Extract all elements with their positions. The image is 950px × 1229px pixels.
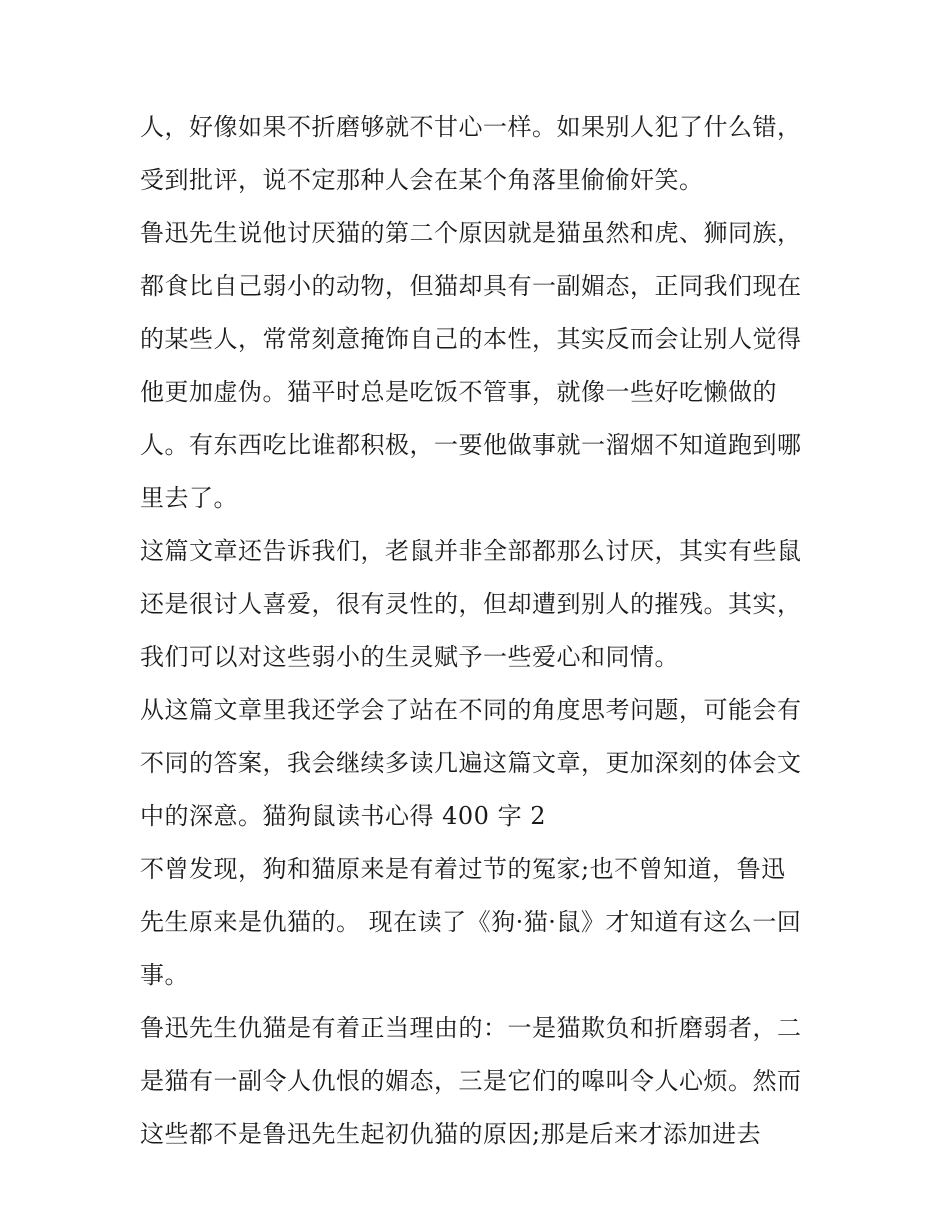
text-line: 受到批评，说不定那种人会在某个角落里偷偷奸笑。 [140, 166, 704, 194]
text-line: 还是很讨人喜爱，很有灵性的，但却遭到别人的摧残。其实， [140, 590, 802, 618]
paragraph-start-line: 鲁迅先生仇猫是有着正当理由的：一是猫欺负和折磨弱者，二 [140, 1014, 802, 1042]
paragraph-start-line: 不曾发现，狗和猫原来是有着过节的冤家;也不曾知道，鲁迅 [140, 855, 786, 883]
text-line: 是猫有一副令人仇恨的媚态，三是它们的嗥叫令人心烦。然而 [140, 1067, 802, 1095]
text-line: 的某些人，常常刻意掩饰自己的本性，其实反而会让别人觉得 [140, 325, 802, 353]
text-line: 我们可以对这些弱小的生灵赋予一些爱心和同情。 [140, 643, 679, 671]
text-line: 先生原来是仇猫的。 现在读了《狗·猫·鼠》才知道有这么一回 [140, 908, 802, 936]
text-line: 这些都不是鲁迅先生起初仇猫的原因;那是后来才添加进去 [140, 1120, 762, 1148]
text-line: 人，好像如果不折磨够就不甘心一样。如果别人犯了什么错， [140, 113, 802, 141]
text-line: 人。有东西吃比谁都积极，一要他做事就一溜烟不知道跑到哪 [140, 431, 802, 459]
text-line: 里去了。 [140, 484, 238, 512]
paragraph-start-line: 从这篇文章里我还学会了站在不同的角度思考问题，可能会有 [140, 696, 802, 724]
paragraph-start-line: 这篇文章还告诉我们，老鼠并非全部都那么讨厌，其实有些鼠 [140, 537, 802, 565]
text-line: 都食比自己弱小的动物，但猫却具有一副媚态，正同我们现在 [140, 272, 802, 300]
text-line: 不同的答案，我会继续多读几遍这篇文章，更加深刻的体会文 [140, 749, 802, 777]
paragraph-start-line: 鲁迅先生说他讨厌猫的第二个原因就是猫虽然和虎、狮同族， [140, 219, 802, 247]
text-line: 事。 [140, 961, 189, 989]
text-line: 中的深意。猫狗鼠读书心得 400 字 2 [140, 802, 546, 830]
text-line: 他更加虚伪。猫平时总是吃饭不管事，就像一些好吃懒做的 [140, 378, 777, 406]
